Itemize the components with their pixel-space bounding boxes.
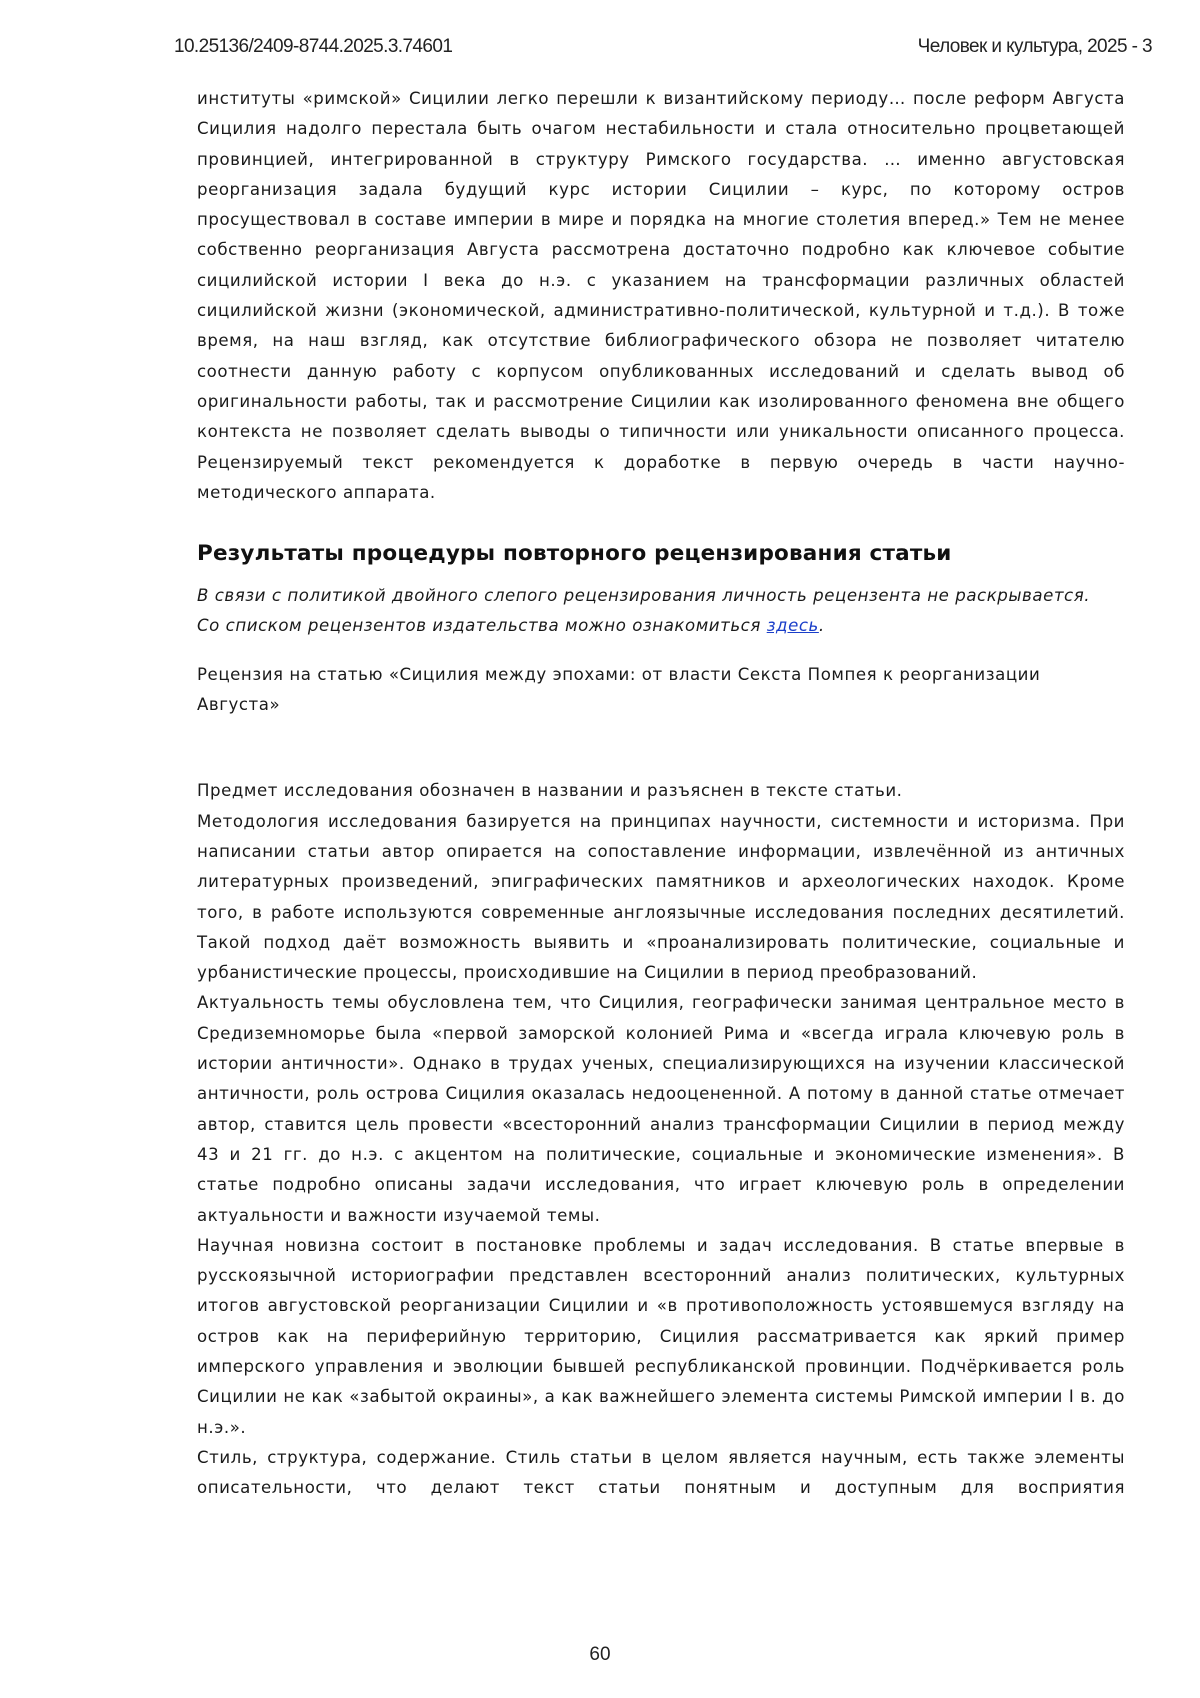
paragraph-novelty: Научная новизна состоит в постановке проблемы и задач исследования. В статье впервые в русскоязычной историографии представлен всесторонний анализ политических, культурных итогов августовской реорганизации Сицилии и «в противоположность устоявшемуся взгляду на остров как на периферийную территорию, Сицилия рассматривается как яркий пример имперского управления и эволюции бывшей республиканской провинции. Подчёркивается роль Сицилии не как «забытой окраины», а как важнейшего элемента системы Римской империи I в. до н.э.». bbox=[197, 1235, 1125, 1437]
reviewers-link[interactable]: здесь bbox=[766, 616, 819, 636]
paragraph-style: Стиль, структура, содержание. Стиль статьи в целом является научным, есть также элементы описательности, что делают текст статьи понятным и доступным для восприятия bbox=[197, 1447, 1125, 1498]
journal-issue-label: Человек и культура, 2025 - 3 bbox=[917, 36, 1152, 57]
blind-review-note: В связи с политикой двойного слепого рецензирования личность рецензента не раскрывается. bbox=[197, 586, 1091, 606]
blank-line bbox=[197, 750, 1125, 776]
paragraph-subject: Предмет исследования обозначен в названии и разъяснен в тексте статьи. bbox=[197, 781, 903, 801]
review-title: Рецензия на статью «Сицилия между эпохами: от власти Секста Помпея к реорганизации Августа» bbox=[197, 664, 1041, 715]
reviewers-list-text: Со списком рецензентов издательства можно ознакомиться bbox=[197, 616, 767, 636]
paragraph-methodology: Методология исследования базируется на принципах научности, системности и историзма. При написании статьи автор опирается на сопоставление информации, извлечённой из античных литературных произведений, эпиграфических памятников и археологических находок. Кроме того, в работе используются современные англоязычные исследования последних десятилетий. Такой подход даёт возможность выявить и «проанализировать политические, социальные и урбанистические процессы, происходившие на Сицилии в период преобразований. bbox=[197, 811, 1125, 983]
page-header bbox=[174, 36, 1152, 64]
page-number: 60 bbox=[589, 1644, 611, 1665]
reviewers-list-line bbox=[197, 611, 1125, 641]
blank-line bbox=[197, 720, 1125, 750]
section-heading: Результаты процедуры повторного рецензирования статьи bbox=[197, 541, 952, 567]
paragraph-relevance: Актуальность темы обусловлена тем, что Сицилия, географически занимая центральное место в Средиземноморье была «первой заморской колонией Рима и «всегда играла ключевую роль в истории античности». Однако в трудах ученых, специализирующихся на изучении классической античности, роль острова Сицилия оказалась недооцененной. А потому в данной статье отмечает автор, ставится цель провести «всесторонний анализ трансформации Сицилии в период между 43 и 21 гг. до н.э. с акцентом на политические, социальные и экономические изменения». В статье подробно описаны задачи исследования, что играет ключевую роль в определении актуальности и важности изучаемой темы. bbox=[197, 993, 1125, 1225]
reviewers-list-end: . bbox=[818, 616, 825, 636]
continued-paragraph: институты «римской» Сицилии легко перешли к византийскому периоду… после реформ Августа Сицилия надолго перестала быть очагом нестабильности и стала относительно процветающей провинцией, интегрированной в структуру Римского государства. … именно августовская реорганизация задала будущий курс истории Сицилии – курс, по которому остров просуществовал в составе империи в мире и порядка на многие столетия вперед.» Тем не менее собственно реорганизация Августа рассмотрена достаточно подробно как ключевое событие сицилийской истории I века до н.э. с указанием на трансформации различных областей сицилийской жизни (экономической, административно-политической, культурной и т.д.). В тоже время, на наш взгляд, как отсутствие библиографического обзора не позволяет читателю соотнести данную работу с корпусом опубликованных исследований и сделать вывод об оригинальности работы, так и рассмотрение Сицилии как изолированного феномена вне общего контекста не позволяет сделать выводы о типичности или уникальности описанного процесса. Рецензируемый текст рекомендуется к доработке в первую очередь в части научно-методического аппарата. bbox=[197, 89, 1125, 502]
doi-label: 10.25136/2409-8744.2025.3.74601 bbox=[174, 36, 453, 57]
article-content bbox=[197, 84, 1125, 1503]
